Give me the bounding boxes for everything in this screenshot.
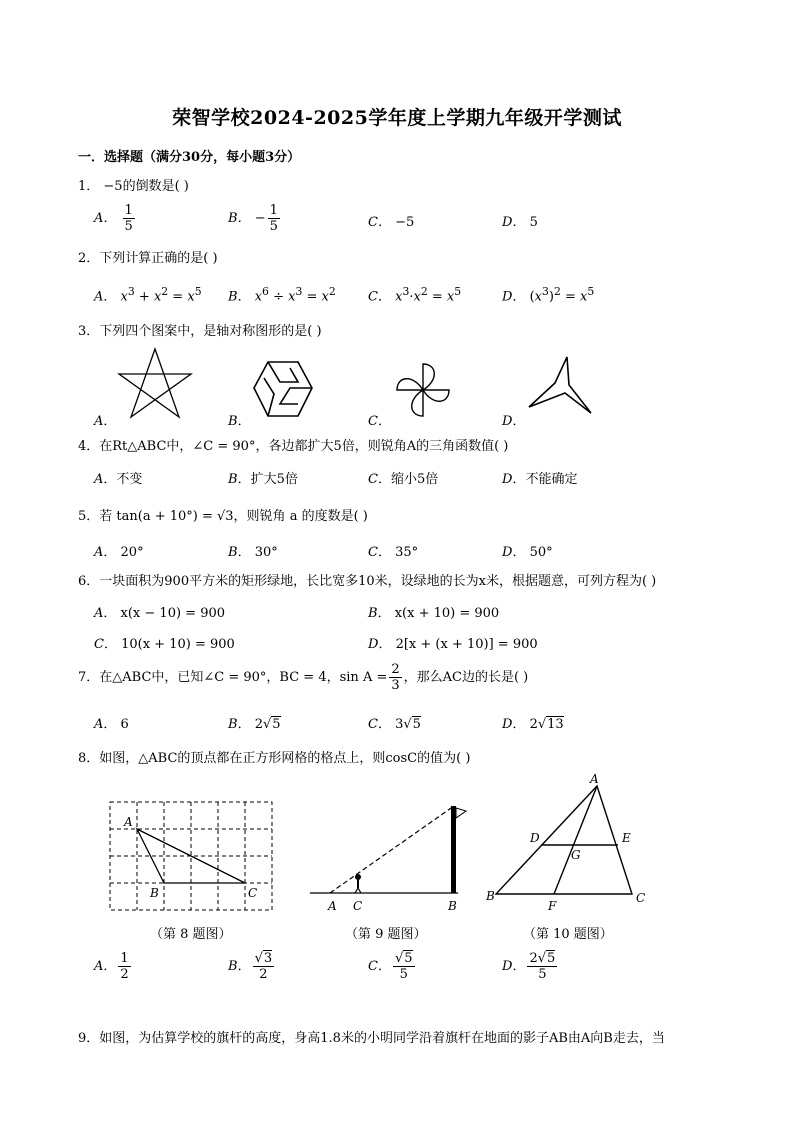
q4-option-a: A．不变 [94, 472, 143, 487]
question-1: 1． −5的倒数是( ) [78, 179, 189, 194]
figure-8-grid-triangle [108, 800, 276, 912]
q4-option-c: C．缩小5倍 [368, 472, 439, 487]
q3-option-c-label: C． [368, 414, 391, 429]
q2-option-a: A． $x^3 + x^2 = x^5$ [94, 285, 202, 305]
q6-option-a: A． x(x − 10) = 900 [94, 606, 226, 621]
q6-option-c: C． 10(x + 10) = 900 [94, 637, 235, 652]
fig8-label-c: C [248, 886, 258, 900]
q5-option-a: A． 20° [94, 545, 144, 560]
q8-option-d: D． $\frac{2√5}{5}$ [502, 951, 556, 982]
q2-option-b: B． $x^6 \div x^3 = x^2$ [228, 285, 336, 305]
caption-fig-9: （第 9 题图） [345, 927, 427, 942]
q8-option-c: C． $\frac{√5}{5}$ [368, 951, 413, 982]
figure-9-flagpole [308, 800, 468, 915]
fig10-label-g: G [571, 848, 581, 862]
fig8-label-a: A [124, 815, 133, 829]
q6-option-b: B． x(x + 10) = 900 [368, 606, 500, 621]
q6-option-d: D． 2[x + (x + 10)] = 900 [368, 637, 538, 652]
question-7: 7．在△ABC中，已知∠C = 90°，BC = 4，sin A = $\frac{2}{3}$ ，那么AC边的长是( ) [78, 662, 529, 693]
q2-option-c: C． $x^3\cdot x^2 = x^5$ [368, 285, 462, 305]
pinwheel-figure [393, 360, 455, 420]
q3-option-d-label: D． [502, 414, 526, 429]
caption-fig-8: （第 8 题图） [150, 927, 232, 942]
fig9-label-b: B [448, 899, 457, 913]
q1-option-d: D． 5 [502, 215, 538, 230]
q7-option-a: A． 6 [94, 717, 129, 732]
fig10-label-f: F [548, 899, 557, 913]
fig10-label-e: E [622, 831, 631, 845]
q5-option-c: C． 35° [368, 545, 419, 560]
fig10-label-c: C [636, 891, 646, 905]
caption-fig-10: （第 10 题图） [523, 927, 613, 942]
q8-option-a: A． $\frac{1}{2}$ [94, 951, 129, 982]
tri-blade-figure [525, 355, 597, 417]
fig10-label-a: A [590, 772, 599, 786]
q8-option-b: B． $\frac{√3}{2}$ [228, 951, 273, 982]
question-4: 4．在Rt△ABC中，∠C = 90°，各边都扩大5倍，则锐角A的三角函数值( ) [78, 439, 509, 454]
q7-option-c: C． 3√5 [368, 717, 421, 732]
fig9-label-a: A [328, 899, 337, 913]
figure-10-triangle [484, 772, 654, 912]
section-heading: 一．选择题（满分30分，每小题3分） [78, 150, 301, 165]
q4-option-b: B．扩大5倍 [228, 472, 298, 487]
q2-option-d: D． $(x^3)^2 = x^5$ [502, 285, 595, 305]
q5-option-d: D． 50° [502, 545, 553, 560]
q1-option-c: C． −5 [368, 215, 415, 230]
exam-title: 荣智学校2024-2025学年度上学期九年级开学测试 [172, 107, 622, 129]
fig8-label-b: B [150, 886, 159, 900]
q3-option-a-label: A． [94, 414, 117, 429]
pentagram-figure [115, 347, 195, 419]
question-9: 9．如图，为估算学校的旗杆的高度，身高1.8米的小明同学沿着旗杆在地面的影子AB由A向B走去，当 [78, 1031, 665, 1046]
question-3: 3．下列四个图案中，是轴对称图形的是( ) [78, 324, 322, 339]
q7-option-b: B． 2√5 [228, 717, 281, 732]
question-6: 6．一块面积为900平方米的矩形绿地，长比宽多10米，设绿地的长为x米，根据题意，可列方程为( ) [78, 574, 657, 589]
fig9-label-c: C [353, 899, 363, 913]
fig10-label-b: B [486, 889, 495, 903]
fig10-label-d: D [530, 831, 540, 845]
question-8: 8．如图，△ABC的顶点都在正方形网格的格点上，则cosC的值为( ) [78, 751, 471, 766]
q1-option-a: A． $\frac{1}{5}$ [94, 203, 133, 234]
q5-option-b: B． 30° [228, 545, 278, 560]
q3-option-b-label: B． [228, 414, 251, 429]
question-2: 2．下列计算正确的是( ) [78, 251, 218, 266]
q4-option-d: D．不能确定 [502, 472, 578, 487]
question-5: 5．若 tan(a + 10°) = √3，则锐角 a 的度数是( ) [78, 509, 368, 524]
q7-option-d: D． 2√13 [502, 717, 564, 732]
q1-option-b: B． − $\frac{1}{5}$ [228, 203, 278, 234]
hexagon-ribbon-figure [252, 360, 314, 420]
